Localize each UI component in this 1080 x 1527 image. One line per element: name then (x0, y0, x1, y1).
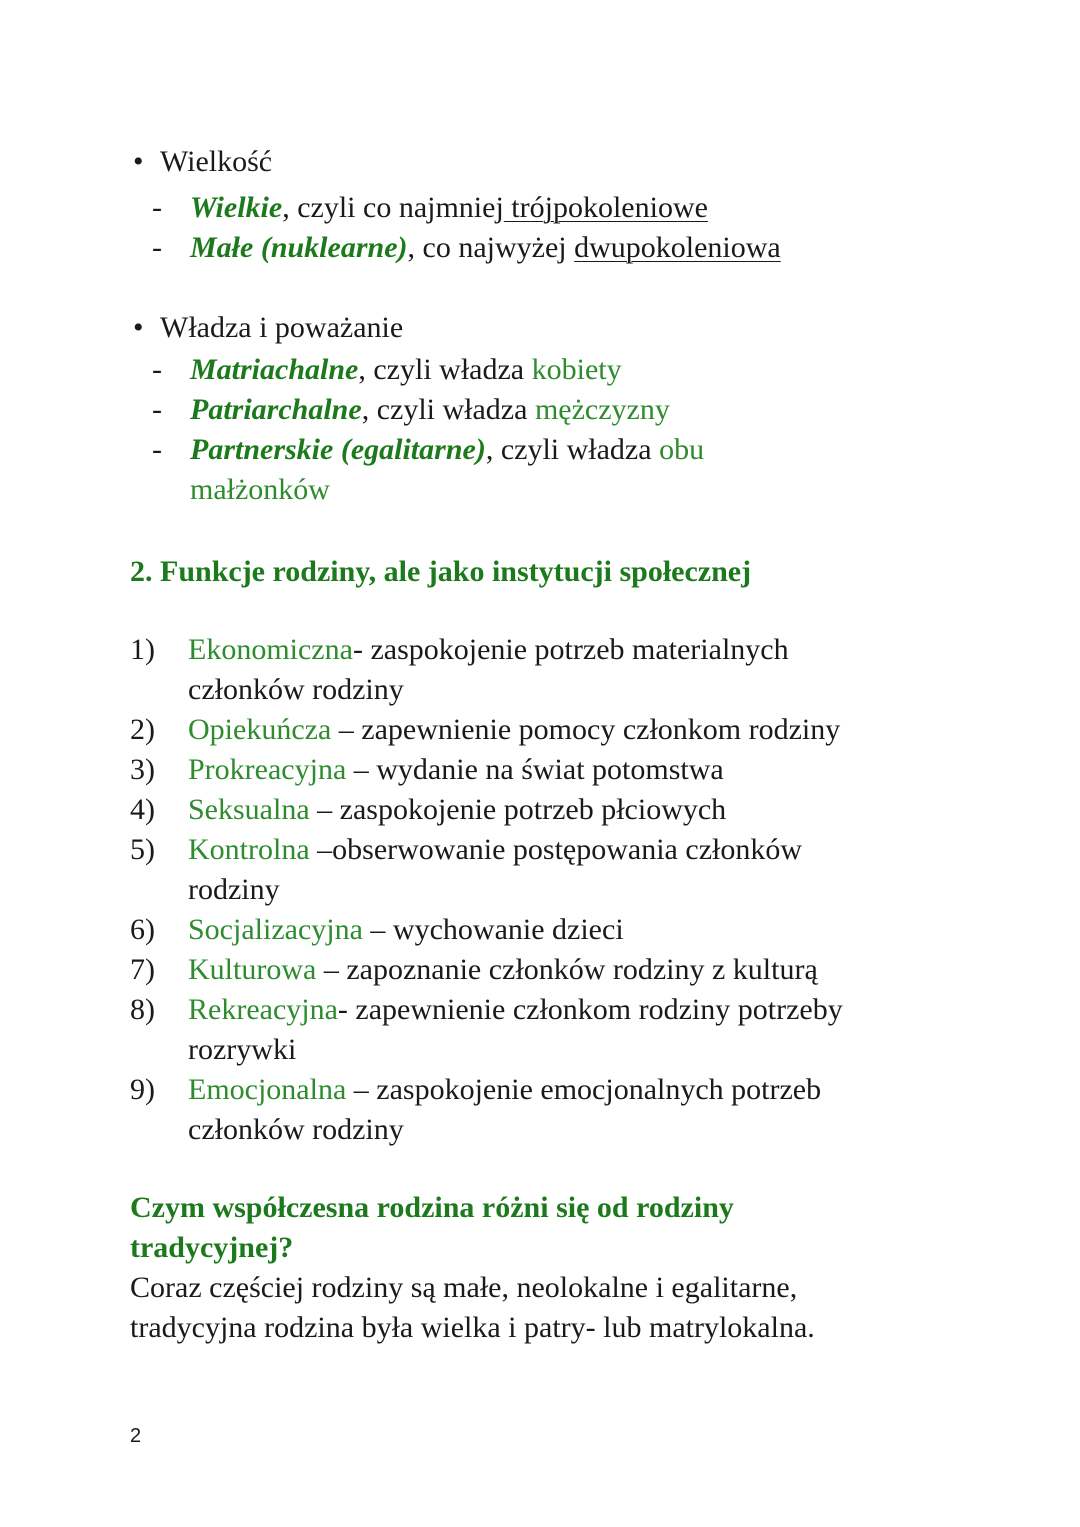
term: Wielkie (190, 191, 283, 224)
term: Seksualna (188, 793, 310, 826)
dash-icon: - (152, 393, 162, 426)
highlight: małżonków (190, 473, 330, 506)
section-heading-functions: 2. Funkcje rodziny, ale jako instytucji społecznej (130, 555, 752, 588)
description: - zaspokojenie potrzeb materialnych (352, 633, 789, 666)
heading-text: Wielkość (160, 145, 273, 178)
highlight: obu (659, 433, 705, 466)
term: Małe (nuklearne) (190, 231, 408, 264)
item-number: 4) (130, 793, 155, 826)
dash-icon: - (152, 231, 162, 264)
item-number: 6) (130, 913, 155, 946)
term: Matriachalne (190, 353, 359, 386)
description: – wychowanie dzieci (362, 913, 624, 946)
term: Patriarchalne (190, 393, 362, 426)
underlined-text: dwupokoleniowa (574, 231, 781, 264)
highlight: mężczyzny (534, 393, 670, 426)
item-number: 5) (130, 833, 155, 866)
description: - zapewnienie członkom rodziny potrzeby (337, 993, 843, 1026)
term: Rekreacyjna (188, 993, 338, 1026)
description: –obserwowanie postępowania członków (309, 833, 803, 866)
term: Kulturowa (188, 953, 317, 986)
highlight: kobiety (531, 353, 622, 386)
answer-line-1: Coraz częściej rodziny są małe, neolokalne i egalitarne, (130, 1271, 798, 1304)
description: , czyli co najmniej (282, 191, 504, 224)
item-number: 8) (130, 993, 155, 1026)
bullet-icon: • (133, 311, 144, 344)
description: – zapoznanie członków rodziny z kulturą (316, 953, 818, 986)
term: Emocjonalna (188, 1073, 347, 1106)
item-number: 3) (130, 753, 155, 786)
description: członków rodziny (188, 1113, 404, 1146)
description: , czyli władza (361, 393, 535, 426)
term: Opiekuńcza (188, 713, 332, 746)
description: rozrywki (188, 1033, 297, 1066)
description: – zaspokojenie potrzeb płciowych (309, 793, 727, 826)
description: – zapewnienie pomocy członkom rodziny (331, 713, 841, 746)
item-number: 1) (130, 633, 155, 666)
description: – wydanie na świat potomstwa (346, 753, 724, 786)
item-number: 9) (130, 1073, 155, 1106)
description: , co najwyżej (407, 231, 575, 264)
question-heading-line-1: Czym współczesna rodzina różni się od rodziny (130, 1191, 734, 1224)
dash-icon: - (152, 353, 162, 386)
description: , czyli władza (485, 433, 660, 466)
dash-icon: - (152, 191, 162, 224)
description: – zaspokojenie emocjonalnych potrzeb (346, 1073, 822, 1106)
description: członków rodziny (188, 673, 404, 706)
answer-line-2: tradycyjna rodzina była wielka i patry- lub matrylokalna. (130, 1311, 815, 1344)
question-heading-line-2: tradycyjnej? (130, 1231, 294, 1264)
term: Socjalizacyjna (188, 913, 363, 946)
term: Kontrolna (188, 833, 310, 866)
description: , czyli władza (358, 353, 532, 386)
item-number: 2) (130, 713, 155, 746)
term: Partnerskie (egalitarne) (190, 433, 486, 466)
term: Ekonomiczna (188, 633, 353, 666)
bullet-icon: • (133, 145, 144, 178)
item-number: 7) (130, 953, 155, 986)
underlined-text: trójpokoleniowe (503, 191, 708, 224)
term: Prokreacyjna (188, 753, 347, 786)
heading-text: Władza i poważanie (160, 311, 404, 344)
dash-icon: - (152, 433, 162, 466)
description: rodziny (188, 873, 280, 906)
page-number: 2 (130, 1425, 142, 1447)
